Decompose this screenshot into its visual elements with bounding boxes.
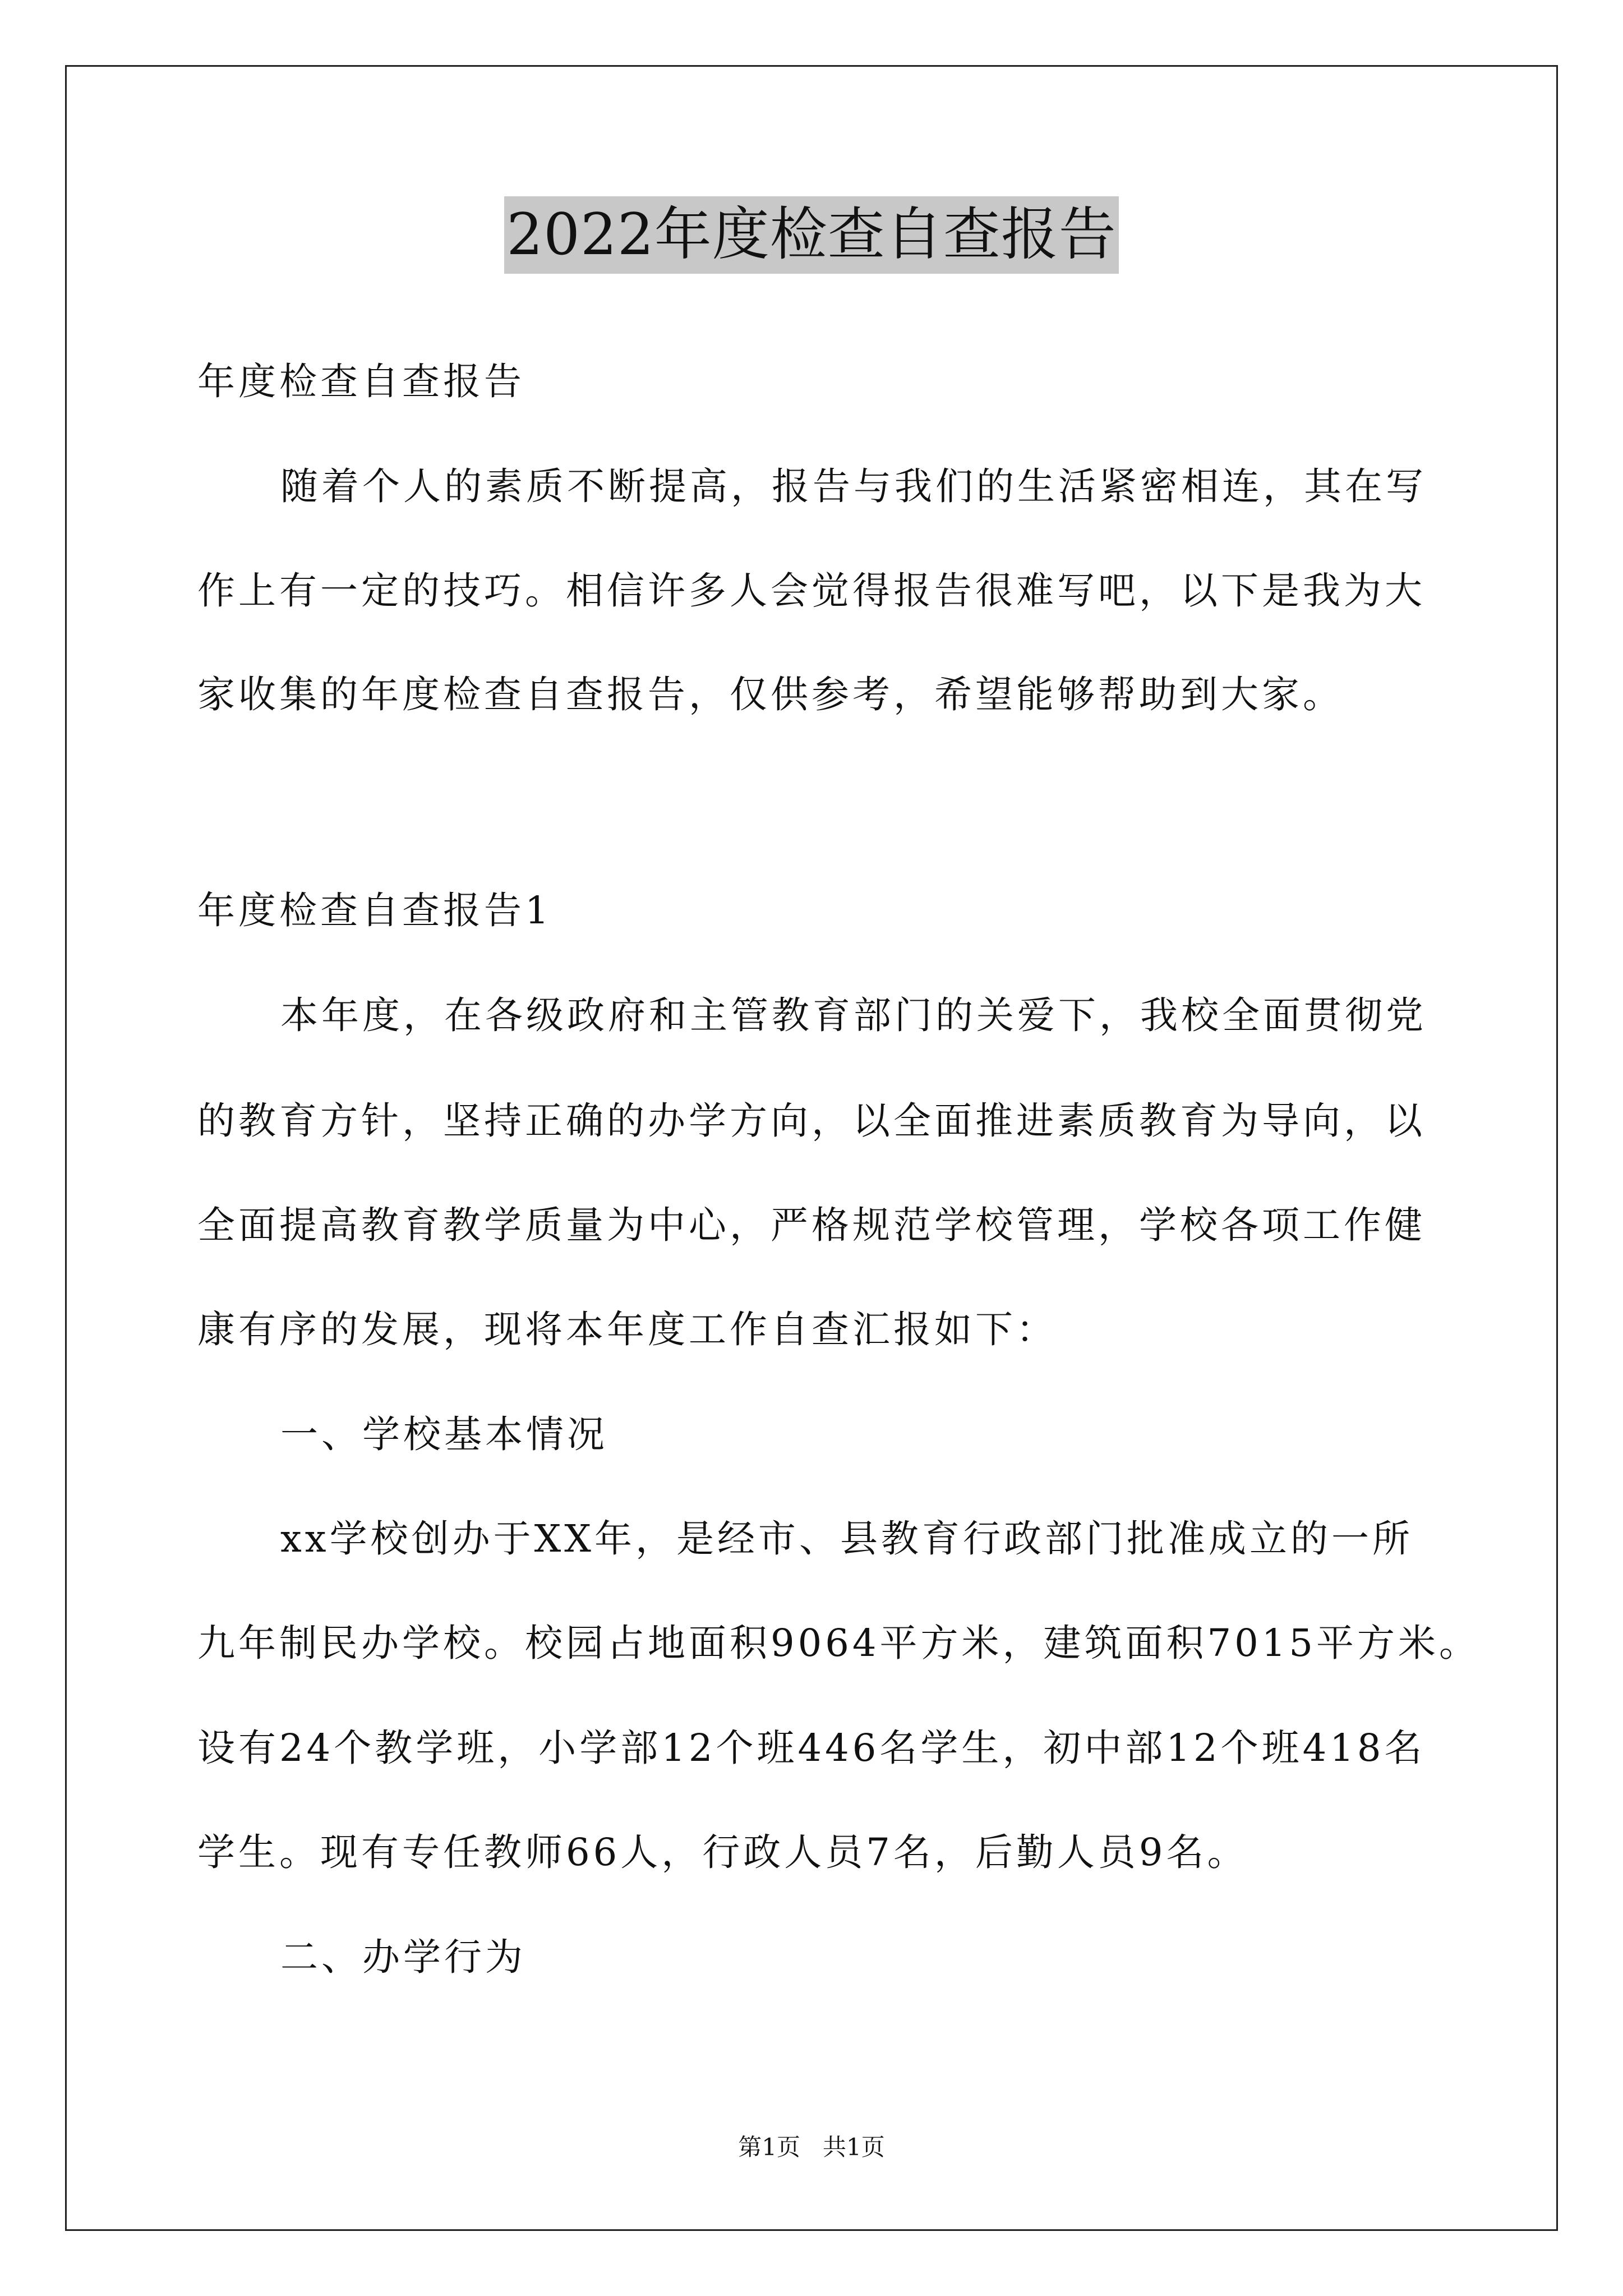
subsection-heading: 一、学校基本情况 — [280, 1412, 608, 1456]
body-paragraph-line: 学生。现有专任教师66人，行政人员7名，后勤人员9名。 — [197, 1830, 1248, 1874]
body-paragraph-line: xx学校创办于XX年，是经市、县教育行政部门批准成立的一所 — [280, 1517, 1413, 1561]
intro-paragraph-line: 家收集的年度检查自查报告，仅供参考，希望能够帮助到大家。 — [197, 673, 1344, 716]
body-paragraph-line: 本年度，在各级政府和主管教育部门的关爱下，我校全面贯彻党 — [280, 993, 1427, 1037]
body-paragraph-line: 康有序的发展，现将本年度工作自查汇报如下： — [197, 1308, 1057, 1351]
body-paragraph-line: 的教育方针，坚持正确的办学方向，以全面推进素质教育为导向，以 — [197, 1099, 1426, 1143]
subsection-heading: 二、办学行为 — [280, 1935, 526, 1979]
intro-paragraph-line: 随着个人的素质不断提高，报告与我们的生活紧密相连，其在写 — [280, 464, 1427, 508]
body-paragraph-line: 九年制民办学校。校园占地面积9064平方米，建筑面积7015平方米。 — [197, 1621, 1481, 1665]
body-paragraph-line: 全面提高教育教学质量为中心，严格规范学校管理，学校各项工作健 — [197, 1203, 1426, 1247]
body-paragraph-line: 设有24个教学班，小学部12个班446名学生，初中部12个班418名 — [197, 1726, 1426, 1770]
document-title: 2022年度检查自查报告 — [504, 196, 1119, 274]
section-heading: 年度检查自查报告 — [197, 360, 525, 403]
title-container — [0, 196, 1623, 274]
page-footer: 第1页 共1页 — [738, 2133, 885, 2161]
report-heading: 年度检查自查报告1 — [197, 889, 552, 932]
intro-paragraph-line: 作上有一定的技巧。相信许多人会觉得报告很难写吧，以下是我为大 — [197, 569, 1426, 613]
